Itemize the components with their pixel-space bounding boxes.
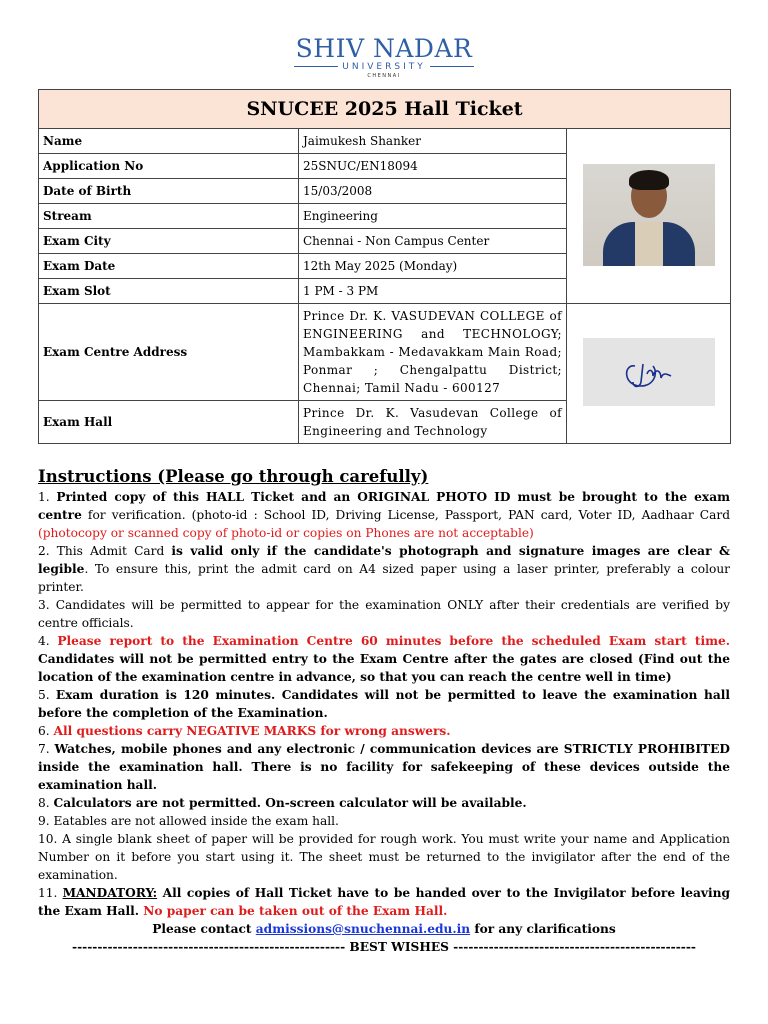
contact-email-link[interactable]: admissions@snuchennai.edu.in — [255, 922, 471, 936]
row-label: Exam Hall — [39, 401, 299, 444]
instructions-heading: Instructions (Please go through carefully) — [38, 467, 429, 486]
instruction-4: 4. Please report to the Examination Centre 60 minutes before the scheduled Exam start time. Candidates will not be permitted entry to the Exam Centre after the gates are closed (Find out the location of the examination centre in advance, so that you can reach the centre well in time) — [38, 634, 730, 684]
instruction-9: 9. Eatables are not allowed inside the exam hall. — [38, 814, 339, 828]
signature-cell — [567, 304, 731, 444]
instructions — [38, 466, 730, 956]
instruction-5: 5. Exam duration is 120 minutes. Candidates will not be permitted to leave the examination hall before the completion of the Examination. — [38, 688, 730, 720]
instruction-7: 7. Watches, mobile phones and any electronic / communication devices are STRICTLY PROHIBITED inside the examination hall. There is no facility for safekeeping of these devices outside the examination hall. — [38, 742, 730, 792]
instruction-2: 2. This Admit Card is valid only if the candidate's photograph and signature images are clear & legible. To ensure this, print the admit card on A4 sized paper using a laser printer, preferably a colour printer. — [38, 544, 730, 594]
row-label: Exam Slot — [39, 279, 299, 304]
university-logo — [0, 36, 768, 80]
logo-sub — [0, 62, 768, 73]
candidate-signature — [583, 338, 715, 406]
logo-name: SHIV NADAR — [295, 34, 473, 63]
contact-line: Please contact admissions@snuchennai.edu.in for any clarifications — [152, 922, 616, 936]
row-label: Date of Birth — [39, 179, 299, 204]
row-value: 25SNUC/EN18094 — [299, 154, 567, 179]
instruction-8: 8. Calculators are not permitted. On-screen calculator will be available. — [38, 796, 527, 810]
row-value: 15/03/2008 — [299, 179, 567, 204]
row-value: Prince Dr. K. Vasudevan College of Engineering and Technology — [299, 401, 567, 444]
hall-ticket-table — [38, 89, 731, 444]
photo-cell — [567, 129, 731, 304]
instruction-3: 3. Candidates will be permitted to appear for the examination ONLY after their credentials are verified by centre officials. — [38, 598, 730, 630]
best-wishes: ------------------------------------------------------ BEST WISHES ------------------------------------------------ — [72, 940, 696, 954]
logo-city: CHENNAI — [367, 73, 401, 79]
row-value: Chennai - Non Campus Center — [299, 229, 567, 254]
row-label: Stream — [39, 204, 299, 229]
row-value: 1 PM - 3 PM — [299, 279, 567, 304]
instruction-10: 10. A single blank sheet of paper will be provided for rough work. You must write your name and Application Number on it before you start using it. The sheet must be returned to the invigilator after the end of the examination. — [38, 832, 730, 882]
row-value: Engineering — [299, 204, 567, 229]
instruction-11: 11. MANDATORY: All copies of Hall Ticket have to be handed over to the Invigilator before leaving the Exam Hall. No paper can be taken out of the Exam Hall. — [38, 886, 730, 918]
row-label: Name — [39, 129, 299, 154]
ticket-title: SNUCEE 2025 Hall Ticket — [39, 90, 731, 129]
row-value: Jaimukesh Shanker — [299, 129, 567, 154]
row-value: 12th May 2025 (Monday) — [299, 254, 567, 279]
logo-sub-text: UNIVERSITY — [342, 62, 426, 72]
row-value: Prince Dr. K. VASUDEVAN COLLEGE of ENGINEERING and TECHNOLOGY; Mambakkam - Medavakkam Main Road; Ponmar ; Chengalpattu District; Chennai; Tamil Nadu - 600127 — [299, 304, 567, 401]
row-label: Application No — [39, 154, 299, 179]
table-row — [39, 304, 731, 401]
row-label: Exam Date — [39, 254, 299, 279]
instruction-1: 1. Printed copy of this HALL Ticket and an ORIGINAL PHOTO ID must be brought to the exam centre for verification. (photo-id : School ID, Driving License, Passport, PAN card, Voter ID, Aadhaar Card (photocopy or scanned copy of photo-id or copies on Phones are not acceptable) — [38, 490, 730, 540]
row-label: Exam City — [39, 229, 299, 254]
table-row — [39, 129, 731, 154]
candidate-photo — [583, 164, 715, 266]
instruction-6: 6. All questions carry NEGATIVE MARKS for wrong answers. — [38, 724, 451, 738]
row-label: Exam Centre Address — [39, 304, 299, 401]
